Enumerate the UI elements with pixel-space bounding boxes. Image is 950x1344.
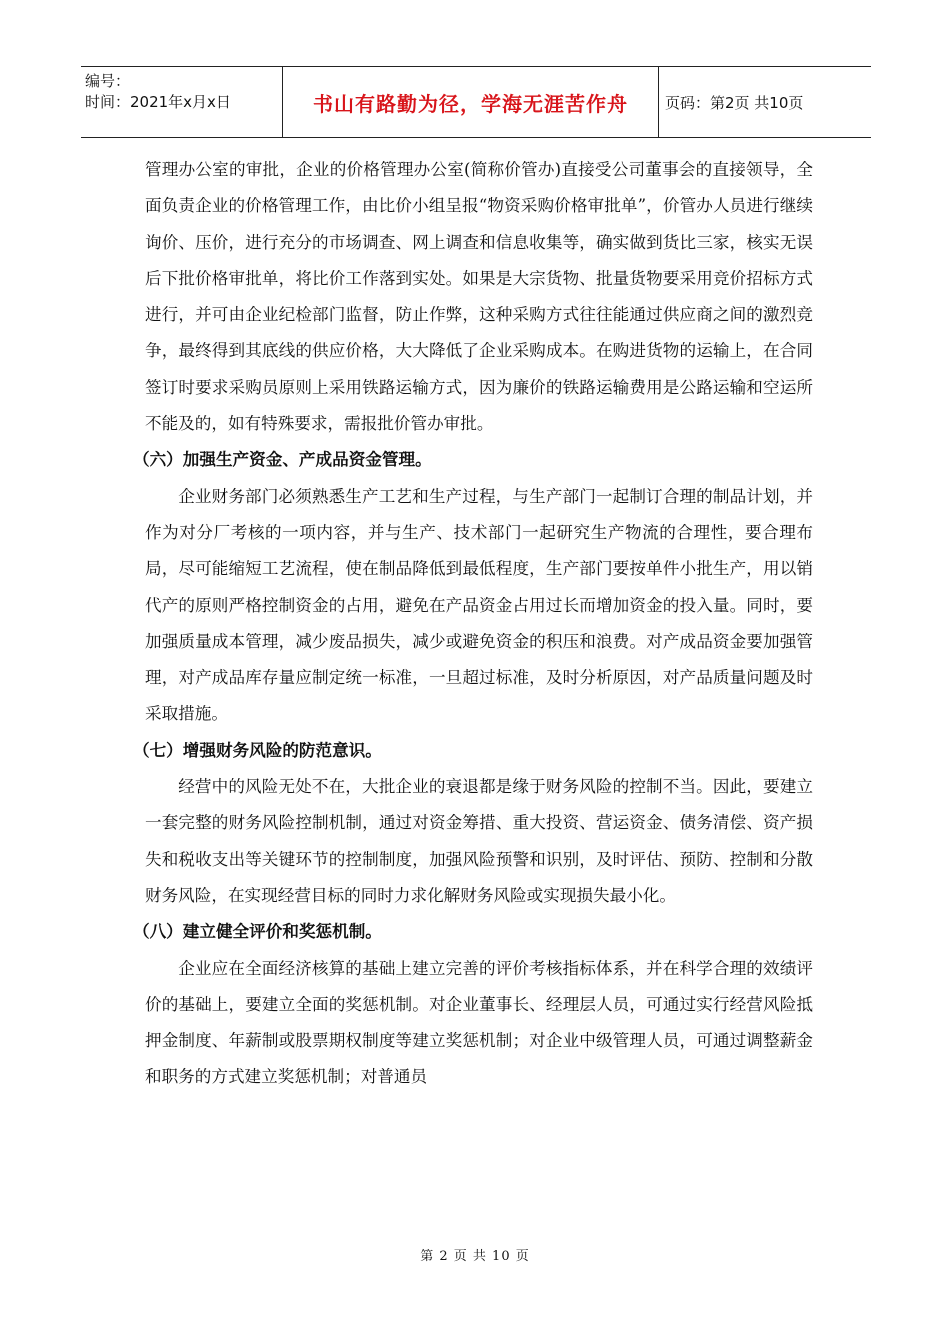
page-footer: 第 2 页 共 10 页 xyxy=(420,1249,530,1264)
document-body xyxy=(133,152,813,1096)
document-number: 编号： xyxy=(85,72,131,90)
header-page-code: 页码：第2页 共10页 xyxy=(665,93,804,112)
header-meta xyxy=(81,67,283,137)
section-heading-6: （六）加强生产资金、产成品资金管理。 xyxy=(133,450,432,470)
section-heading-7: （七）增强财务风险的防范意识。 xyxy=(133,740,382,760)
paragraph-section-6: 企业财务部门必须熟悉生产工艺和生产过程，与生产部门一起制订合理的制品计划，并作为对分厂考核的一项内容，并与生产、技术部门一起研究生产物流的合理性，要合理布局，尽可能缩短工艺流程，使在制品降低到最低程度，生产部门要按单件小批生产，用以销代产的原则严格控制资金的占用，避免在产品资金占用过长而增加资金的投入量。同时，要加强质量成本管理，减少废品损失，减少或避免资金的积压和浪费。对产成品资金要加强管理，对产成品库存量应制定统一标准，一旦超过标准，及时分析原因，对产品质量问题及时采取措施。 xyxy=(145,486,813,724)
section-heading-8: （八）建立健全评价和奖惩机制。 xyxy=(133,922,382,942)
paragraph-section-8: 企业应在全面经济核算的基础上建立完善的评价考核指标体系，并在科学合理的效绩评价的基础上，要建立全面的奖惩机制。对企业董事长、经理层人员，可通过实行经营风险抵押金制度、年薪制或股票期权制度等建立奖惩机制；对企业中级管理人员，可通过调整薪金和职务的方式建立奖惩机制；对普通员 xyxy=(145,958,813,1087)
paragraph-section-7: 经营中的风险无处不在，大批企业的衰退都是缘于财务风险的控制不当。因此，要建立一套完整的财务风险控制机制，通过对资金筹措、重大投资、营运资金、债务清偿、资产损失和税收支出等关键环节的控制制度，加强风险预警和识别，及时评估、预防、控制和分散财务风险，在实现经营目标的同时力求化解财务风险或实现损失最小化。 xyxy=(145,777,813,905)
document-date: 时间：2021年x月x日 xyxy=(85,93,231,111)
page-header xyxy=(81,66,871,138)
paragraph-continuation: 管理办公室的审批，企业的价格管理办公室(简称价管办)直接受公司董事会的直接领导，全面负责企业的价格管理工作，由比价小组呈报“物资采购价格审批单”，价管办人员进行继续询价、压价，进行充分的市场调查、网上调查和信息收集等，确实做到货比三家，核实无误后下批价格审批单，将比价工作落到实处。如果是大宗货物、批量货物要采用竞价招标方式进行，并可由企业纪检部门监督，防止作弊，这种采购方式往往能通过供应商之间的激烈竞争，最终得到其底线的供应价格，大大降低了企业采购成本。在购进货物的运输上，在合同签订时要求采购员原则上采用铁路运输方式，因为廉价的铁路运输费用是公路运输和空运所不能及的，如有特殊要求，需报批价管办审批。 xyxy=(145,160,813,434)
header-motto: 书山有路勤为径，学海无涯苦作舟 xyxy=(283,67,659,137)
